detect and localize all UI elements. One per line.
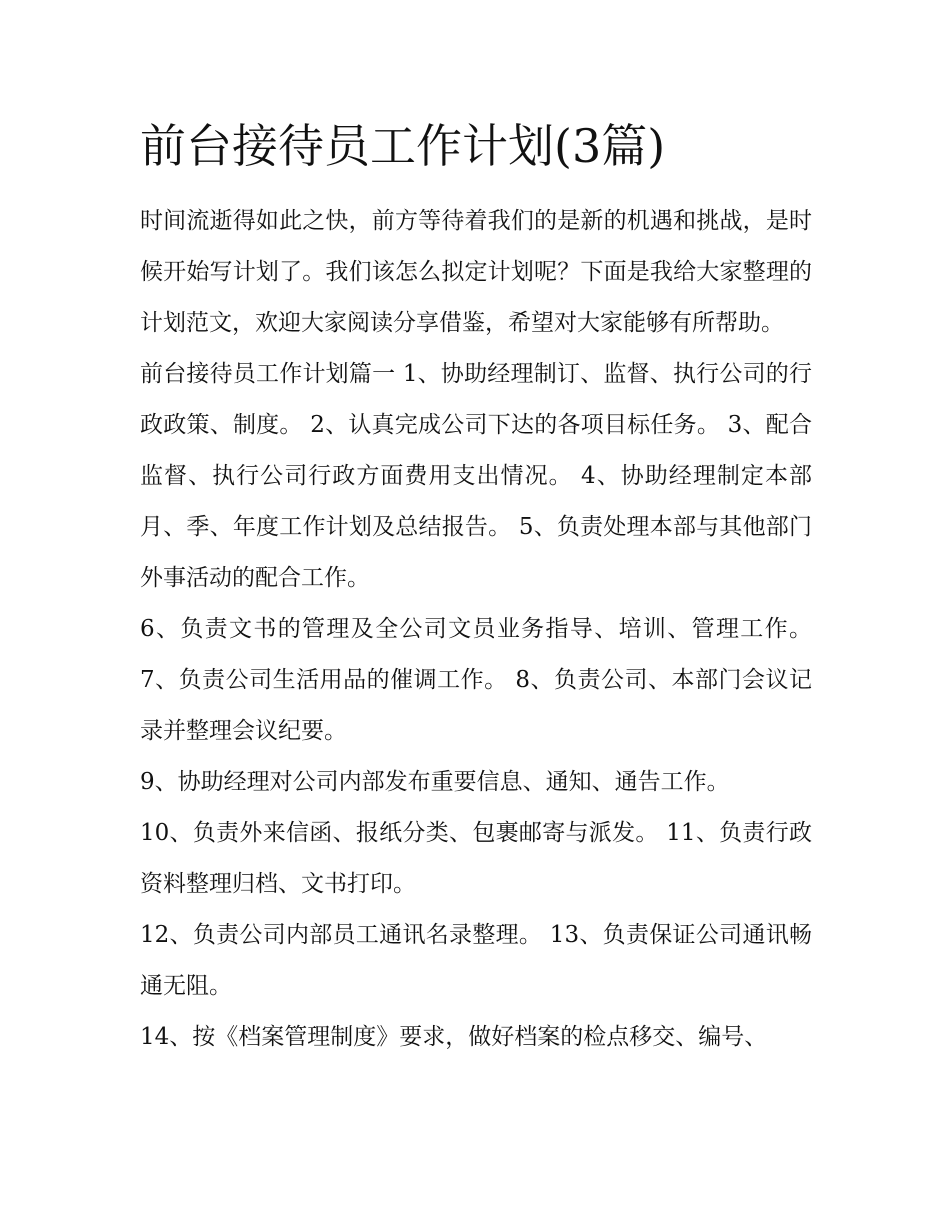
plan-paragraph-4: 10、负责外来信函、报纸分类、包裹邮寄与派发。 11、负责行政资料整理归档、文书打印。	[140, 820, 812, 897]
plan-paragraph-2: 6、负责文书的管理及全公司文员业务指导、培训、管理工作。 7、负责公司生活用品的催调工作。 8、负责公司、本部门会议记录并整理会议纪要。	[140, 616, 812, 744]
plan-paragraph-6: 14、按《档案管理制度》要求，做好档案的检点移交、编号、	[140, 1024, 768, 1050]
intro-paragraph: 时间流逝得如此之快，前方等待着我们的是新的机遇和挑战，是时候开始写计划了。我们该怎么拟定计划呢？下面是我给大家整理的计划范文，欢迎大家阅读分享借鉴，希望对大家能够有所帮助。	[140, 208, 812, 336]
plan-paragraph-1: 前台接待员工作计划篇一 1、协助经理制订、监督、执行公司的行政政策、制度。 2、认真完成公司下达的各项目标任务。 3、配合监督、执行公司行政方面费用支出情况。 4、协助经理制定本部月、季、年度工作计划及总结报告。 5、负责处理本部与其他部门外事活动的配合工作。	[140, 361, 812, 591]
plan-paragraph-3: 9、协助经理对公司内部发布重要信息、通知、通告工作。	[140, 769, 730, 795]
plan-paragraph-5: 12、负责公司内部员工通讯名录整理。 13、负责保证公司通讯畅通无阻。	[140, 922, 812, 999]
document-title: 前台接待员工作计划(3篇)	[140, 119, 666, 173]
document-body	[140, 112, 812, 1063]
